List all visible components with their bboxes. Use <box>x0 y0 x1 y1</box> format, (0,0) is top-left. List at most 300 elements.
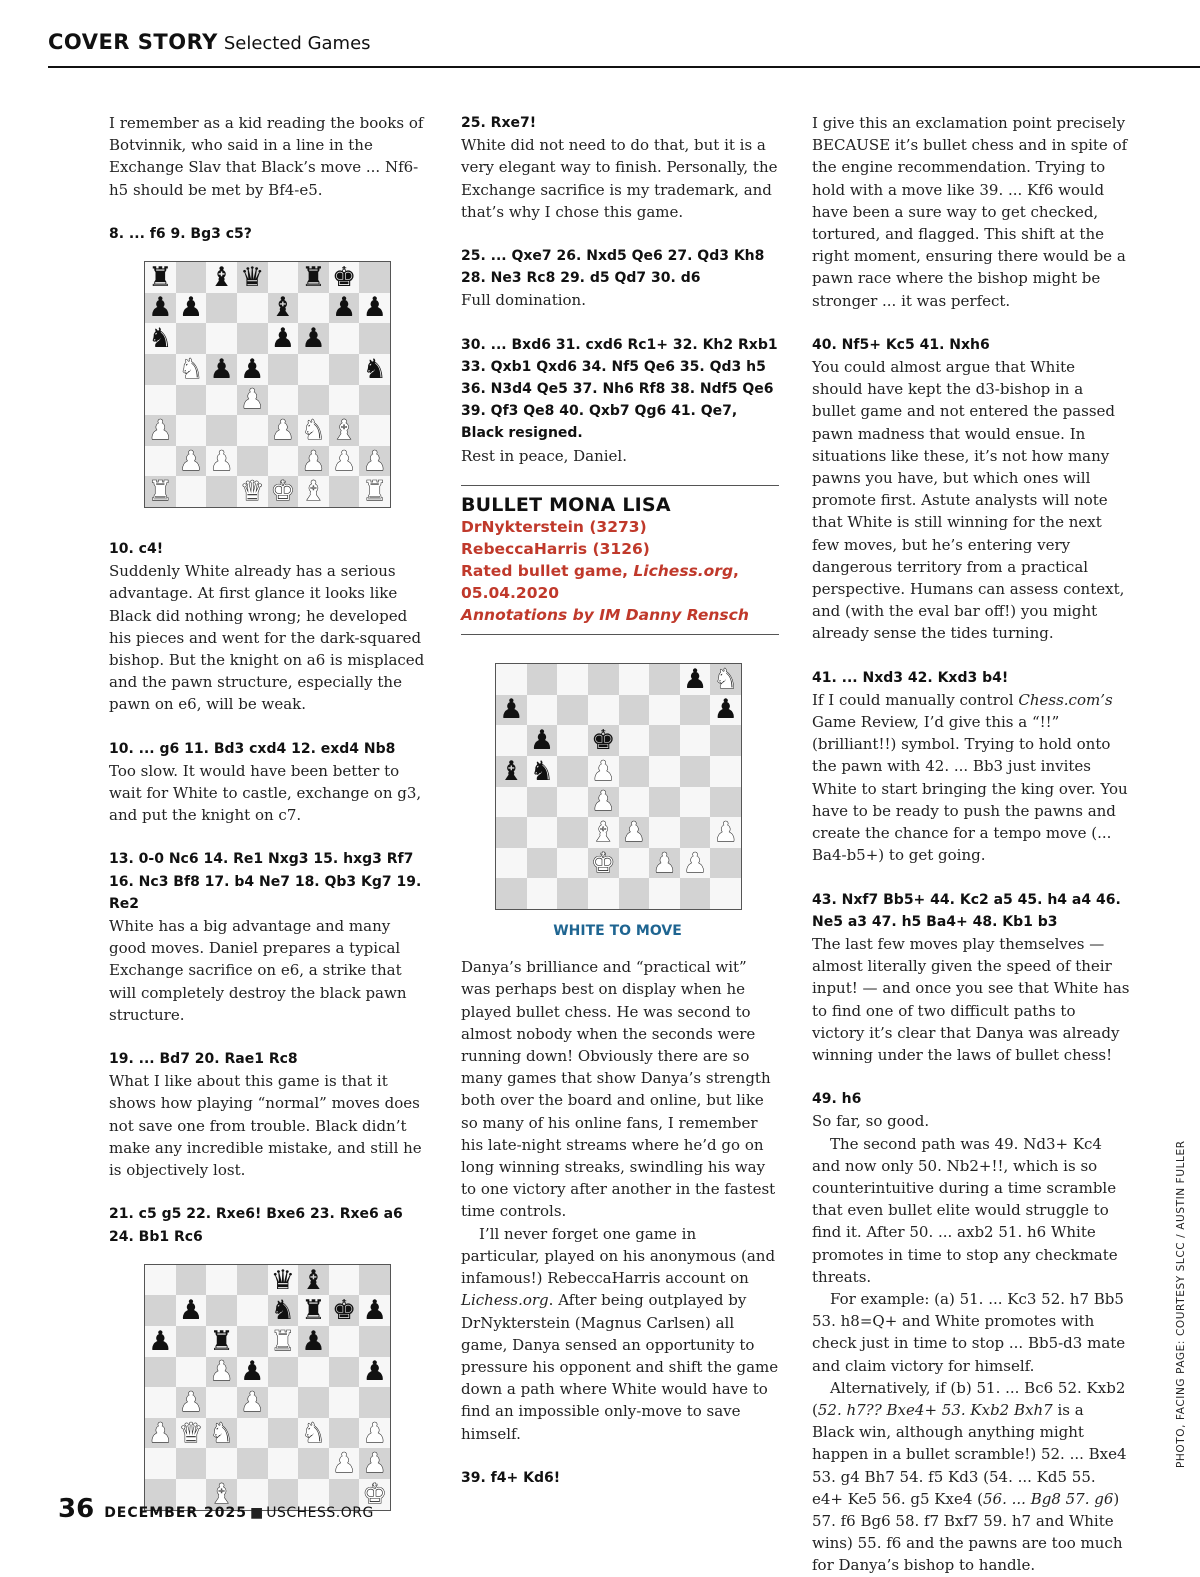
board-square <box>710 848 741 879</box>
white-pawn-icon: ♟ <box>652 847 677 879</box>
move-text: 41. ... Nxd3 42. Kxd3 b4! <box>812 669 1009 686</box>
black-king-icon: ♚ <box>591 725 616 757</box>
black-pawn-icon: ♟ <box>362 1295 387 1327</box>
board-square <box>680 848 711 879</box>
board-square <box>329 354 360 385</box>
board-square <box>268 415 299 446</box>
move-text: 19. ... Bd7 20. Rae1 Rc8 <box>109 1051 298 1068</box>
board-square <box>268 1418 299 1449</box>
board-square <box>329 1295 360 1326</box>
page-footer <box>58 1494 374 1524</box>
board-square <box>176 1418 207 1449</box>
move-text: 13. 0-0 Nc6 14. Re1 Nxg3 15. hxg3 Rf7 16. Nc3 Bf8 17. b4 Ne7 18. Qb3 Kg7 19. Re2 <box>109 851 422 912</box>
board-square <box>557 664 588 695</box>
paragraph: Suddenly White already has a serious advantage. At first glance it looks like Black did nothing wrong; he developed his pieces and went for the dark-squared bishop. But the knight on a6 is misplaced and the pawn structure, especially the pawn on e6, will be weak. <box>109 562 425 714</box>
white-queen-icon: ♛ <box>240 476 265 508</box>
board-square <box>298 293 329 324</box>
white-queen-icon: ♛ <box>178 1417 204 1449</box>
black-bishop-icon: ♝ <box>499 755 524 787</box>
column-2 <box>461 112 779 1489</box>
black-rook-icon: ♜ <box>209 1325 234 1357</box>
board-square <box>176 446 207 477</box>
black-pawn-icon: ♟ <box>240 353 265 385</box>
paragraph: The last few moves play themselves — almost literally given the speed of their input! — and once you see that White has to find one of two difficult paths to victory it’s clear that Danya was already winning under the laws of bullet chess! <box>812 934 1130 1064</box>
board-square <box>496 787 527 818</box>
board-square <box>680 787 711 818</box>
board-square <box>527 817 558 848</box>
move-text: 30. ... Bxd6 31. cxd6 Rc1+ 32. Kh2 Rxb1 33. Qxb1 Qxd6 34. Nf5 Qe6 35. Qd3 h5 36. N3d4 Qe5 37. Nh6 Rf8 38. Ndf5 Qe6 39. Qf3 Qe8 40. Qxb7 Qg6 41. Qe7, Black resigned. <box>461 336 778 442</box>
board-square <box>619 725 650 756</box>
board-square <box>619 664 650 695</box>
chess-diagram-3 <box>495 663 742 910</box>
black-pawn-icon: ♟ <box>240 1356 265 1388</box>
white-bishop-icon: ♝ <box>331 414 357 446</box>
board-square <box>298 476 329 507</box>
board-square <box>496 878 527 909</box>
board-square <box>619 848 650 879</box>
white-knight-icon: ♞ <box>301 1417 326 1449</box>
board-square <box>237 354 268 385</box>
board-square <box>329 1418 360 1449</box>
board-square <box>710 664 741 695</box>
board-square <box>619 787 650 818</box>
page-number: 36 <box>58 1494 95 1524</box>
paragraph: The second path was 49. Nd3+ Kc4 and now only 50. Nb2+!!, which is so counterintuitive during a time scramble that even bullet elite would struggle to find it. After 50. ... axb2 51. h6 White promotes in time to stop any checkmate threats. <box>812 1134 1118 1286</box>
board-square <box>359 446 390 477</box>
white-pawn-icon: ♟ <box>713 816 738 848</box>
text-run: is a Black win, although anything might happen in a bullet scramble!) 52. ... Bxe4 53. g4 Bh7 54. f5 Kd3 (54. ... Kd5 55. e4+ Ke5 56. g5 Kxe4 ( <box>812 1400 1127 1508</box>
board-square <box>680 878 711 909</box>
white-pawn-icon: ♟ <box>331 1448 357 1480</box>
board-square <box>298 1326 329 1357</box>
column-1 <box>109 112 427 1511</box>
white-pawn-icon: ♟ <box>682 847 708 879</box>
board-square <box>588 664 619 695</box>
board-square <box>145 1418 176 1449</box>
site-name: USCHESS.ORG <box>266 1505 374 1521</box>
paragraph: For example: (a) 51. ... Kc3 52. h7 Bb5 53. h8=Q+ and White promotes with check just in time to stop ... Bb5-d3 mate and claim victory for himself. <box>812 1289 1126 1375</box>
board-square <box>329 1357 360 1388</box>
board-square <box>298 1295 329 1326</box>
black-rook-icon: ♜ <box>301 261 326 293</box>
white-pawn-icon: ♟ <box>362 1417 387 1449</box>
board-square <box>237 385 268 416</box>
black-pawn-icon: ♟ <box>301 323 326 355</box>
section-subtitle: Selected Games <box>223 33 371 54</box>
board-square <box>588 848 619 879</box>
move-text: 43. Nxf7 Bb5+ 44. Kc2 a5 45. h4 a4 46. Ne5 a3 47. h5 Ba4+ 48. Kb1 b3 <box>812 891 1121 930</box>
board-square <box>237 323 268 354</box>
board-square <box>145 1448 176 1479</box>
white-rook-icon: ♜ <box>148 476 173 508</box>
board-square <box>329 1448 360 1479</box>
black-pawn-icon: ♟ <box>362 292 387 324</box>
white-bishop-icon: ♝ <box>301 476 326 508</box>
paragraph <box>461 1223 779 1445</box>
board-square <box>588 787 619 818</box>
text-run-italic: Lichess.org <box>461 1291 549 1310</box>
board-square <box>710 725 741 756</box>
board-square <box>527 695 558 726</box>
paragraph: Full domination. <box>461 291 586 310</box>
board-square <box>329 415 360 446</box>
white-pawn-icon: ♟ <box>178 1387 204 1419</box>
paragraph: What I like about this game is that it shows how playing “normal” moves does not save one from trouble. Black didn’t make any incredible mistake, and still he is objectively lost. <box>109 1072 422 1180</box>
board-square <box>527 756 558 787</box>
board-square <box>176 476 207 507</box>
board-square <box>206 1418 237 1449</box>
page-header <box>48 30 1200 68</box>
board-square <box>557 848 588 879</box>
paragraph: So far, so good. <box>812 1112 930 1131</box>
board-square <box>527 848 558 879</box>
board-square <box>649 878 680 909</box>
paragraph: I remember as a kid reading the books of Botvinnik, who said in a line in the Exchange Slav that Black’s move ... Nf6-h5 should be met by Bf4-e5. <box>109 114 424 199</box>
white-bishop-icon: ♝ <box>591 816 616 848</box>
board-square <box>237 1418 268 1449</box>
board-square <box>268 262 299 293</box>
board-square <box>176 415 207 446</box>
board-square <box>557 878 588 909</box>
white-knight-icon: ♞ <box>178 353 204 385</box>
board-square <box>496 756 527 787</box>
board-square <box>298 415 329 446</box>
column-3 <box>812 112 1130 1577</box>
board-square <box>710 756 741 787</box>
white-rook-icon: ♜ <box>270 1325 295 1357</box>
white-knight-icon: ♞ <box>209 1417 234 1449</box>
white-pawn-icon: ♟ <box>240 1387 265 1419</box>
paragraph: White did not need to do that, but it is a very elegant way to finish. Personally, the Exchange sacrifice is my trademark, and that’s why I chose this game. <box>461 136 778 221</box>
white-rook-icon: ♜ <box>362 476 387 508</box>
board-square <box>329 385 360 416</box>
white-pawn-icon: ♟ <box>209 1356 234 1388</box>
white-pawn-icon: ♟ <box>362 1448 387 1480</box>
board-square <box>206 385 237 416</box>
move-text: 10. ... g6 11. Bd3 cxd4 12. exd4 Nb8 <box>109 740 396 757</box>
black-queen-icon: ♛ <box>270 1264 295 1296</box>
paragraph: Too slow. It would have been better to wait for White to castle, exchange on g3, and put the knight on c7. <box>109 761 422 825</box>
board-square <box>329 1265 360 1296</box>
board-square <box>206 1357 237 1388</box>
board-square <box>649 756 680 787</box>
white-pawn-icon: ♟ <box>148 1417 173 1449</box>
diagram-caption: WHITE TO MOVE <box>553 923 682 940</box>
paragraph: White has a big advantage and many good moves. Daniel prepares a typical Exchange sacrifice on e6, a strike that will completely destroy the black pawn structure. <box>109 917 407 1024</box>
white-pawn-icon: ♟ <box>148 414 173 446</box>
board-square <box>268 1387 299 1418</box>
move-text: 39. f4+ Kd6! <box>461 1469 561 1486</box>
black-king-icon: ♚ <box>331 261 357 293</box>
white-pawn-icon: ♟ <box>591 786 616 818</box>
board-square <box>298 1418 329 1449</box>
black-player: RebeccaHarris (3126) <box>461 540 650 559</box>
board-square <box>359 385 390 416</box>
board-square <box>298 1357 329 1388</box>
white-bishop-icon: ♝ <box>209 1478 234 1510</box>
chess-diagram-2 <box>144 1264 391 1511</box>
square-bullet-icon: ■ <box>250 1505 264 1521</box>
board-square <box>206 354 237 385</box>
board-square <box>588 725 619 756</box>
board-square <box>710 695 741 726</box>
white-pawn-icon: ♟ <box>240 384 265 416</box>
board-square <box>359 1448 390 1479</box>
white-pawn-icon: ♟ <box>362 445 387 477</box>
board-square <box>206 415 237 446</box>
move-text: 21. c5 g5 22. Rxe6! Bxe6 23. Rxe6 a6 24. Bb1 Rc6 <box>109 1206 403 1245</box>
board-square <box>206 1295 237 1326</box>
board-square <box>237 476 268 507</box>
board-square <box>496 817 527 848</box>
board-square <box>329 323 360 354</box>
text-run: Alternatively, if (b) 51. ... Bc6 52. Kxb2 ( <box>812 1378 1126 1419</box>
issue-date: DECEMBER 2025 <box>104 1505 247 1521</box>
move-text: 10. c4! <box>109 541 164 558</box>
board-square <box>298 323 329 354</box>
move-text: 25. ... Qxe7 26. Nxd5 Qe6 27. Qd3 Kh8 28. Ne3 Rc8 29. d5 Qd7 30. d6 <box>461 248 765 287</box>
board-square <box>588 878 619 909</box>
board-square <box>145 354 176 385</box>
black-knight-icon: ♞ <box>362 353 387 385</box>
board-square <box>619 756 650 787</box>
board-square <box>557 787 588 818</box>
white-knight-icon: ♞ <box>301 414 326 446</box>
move-text: 8. ... f6 9. Bg3 c5? <box>109 225 252 242</box>
black-pawn-icon: ♟ <box>270 323 295 355</box>
board-square <box>649 817 680 848</box>
black-pawn-icon: ♟ <box>682 663 708 695</box>
board-square <box>237 446 268 477</box>
board-square <box>298 354 329 385</box>
paragraph <box>812 1377 1130 1577</box>
board-square <box>619 817 650 848</box>
text-run: ) 57. f6 Bg6 58. f7 Bxf7 59. h7 and White wins) 55. f6 and the pawns are too much for Danya’s bishop to handle. <box>812 1489 1123 1575</box>
black-pawn-icon: ♟ <box>362 1356 387 1388</box>
white-king-icon: ♚ <box>270 476 295 508</box>
text-run: I’ll never forget one game in particular, played on his anonymous (and infamous!) RebeccaHarris account on <box>461 1224 776 1288</box>
section-label: COVER STORY <box>48 30 218 54</box>
board-square <box>237 1387 268 1418</box>
board-square <box>268 1295 299 1326</box>
board-square <box>145 1326 176 1357</box>
board-square <box>496 695 527 726</box>
board-square <box>329 293 360 324</box>
black-knight-icon: ♞ <box>270 1295 295 1327</box>
board-square <box>329 1387 360 1418</box>
board-square <box>527 878 558 909</box>
white-pawn-icon: ♟ <box>270 414 295 446</box>
board-square <box>557 817 588 848</box>
board-square <box>145 1295 176 1326</box>
white-king-icon: ♚ <box>362 1478 387 1510</box>
board-square <box>176 323 207 354</box>
black-king-icon: ♚ <box>331 1295 357 1327</box>
paragraph: Danya’s brilliance and “practical wit” was perhaps best on display when he played bullet chess. He was second to almost nobody when the seconds were running down! Obviously there are so many games that show Danya’s strength both over the board and online, but like so many of his online fans, I remember his late-night streams where he’d go on long winning streaks, swindling his way to one victory after another in the fastest time controls. <box>461 958 776 1221</box>
board-square <box>680 725 711 756</box>
board-square <box>359 415 390 446</box>
board-square <box>329 1326 360 1357</box>
board-square <box>359 1326 390 1357</box>
board-square <box>359 293 390 324</box>
white-pawn-icon: ♟ <box>209 445 234 477</box>
board-square <box>527 725 558 756</box>
board-square <box>557 756 588 787</box>
board-square <box>649 695 680 726</box>
board-square <box>206 1448 237 1479</box>
board-square <box>359 1418 390 1449</box>
board-square <box>710 787 741 818</box>
board-square <box>268 1326 299 1357</box>
board-square <box>206 1265 237 1296</box>
board-square <box>298 385 329 416</box>
black-pawn-icon: ♟ <box>209 353 234 385</box>
board-square <box>496 848 527 879</box>
board-square <box>145 1357 176 1388</box>
board-square <box>237 293 268 324</box>
white-pawn-icon: ♟ <box>331 445 357 477</box>
board-square <box>268 354 299 385</box>
board-square <box>237 1295 268 1326</box>
board-square <box>237 1326 268 1357</box>
white-knight-icon: ♞ <box>713 663 738 695</box>
board-square <box>145 476 176 507</box>
black-bishop-icon: ♝ <box>209 261 234 293</box>
paragraph: Rest in peace, Daniel. <box>461 446 627 465</box>
board-square <box>359 1357 390 1388</box>
black-pawn-icon: ♟ <box>713 694 738 726</box>
board-square <box>359 1295 390 1326</box>
board-square <box>649 787 680 818</box>
paragraph: I give this an exclamation point precisely BECAUSE it’s bullet chess and in spite of the engine recommendation. Trying to hold with a move like 39. ... Kf6 would have been a sure way to get checked, tortured, and flagged. This shift at the right moment, ensuring there would be a pawn race where the bishop might be stronger ... it was perfect. <box>812 114 1128 310</box>
board-square <box>268 385 299 416</box>
text-run-italic: 56. ... Bg8 57. g6 <box>983 1489 1114 1508</box>
board-square <box>176 354 207 385</box>
board-square <box>588 756 619 787</box>
board-square <box>619 695 650 726</box>
board-square <box>680 817 711 848</box>
board-square <box>237 1357 268 1388</box>
move-text: 40. Nf5+ Kc5 41. Nxh6 <box>812 336 990 353</box>
board-square <box>680 664 711 695</box>
event-site: Lichess.org <box>633 562 734 581</box>
board-square <box>237 262 268 293</box>
move-text: 49. h6 <box>812 1091 862 1108</box>
board-square <box>298 1387 329 1418</box>
board-square <box>176 262 207 293</box>
board-square <box>176 1357 207 1388</box>
board-square <box>145 323 176 354</box>
black-pawn-icon: ♟ <box>178 292 204 324</box>
board-square <box>359 354 390 385</box>
board-square <box>237 1448 268 1479</box>
board-square <box>268 446 299 477</box>
board-square <box>176 1448 207 1479</box>
board-square <box>588 817 619 848</box>
board-square <box>359 323 390 354</box>
board-square <box>268 1448 299 1479</box>
black-knight-icon: ♞ <box>148 323 173 355</box>
board-square <box>649 725 680 756</box>
annotator: Annotations by IM Danny Rensch <box>461 606 749 625</box>
board-square <box>176 1265 207 1296</box>
board-square <box>206 262 237 293</box>
black-bishop-icon: ♝ <box>270 292 295 324</box>
board-square <box>359 1265 390 1296</box>
board-square <box>206 323 237 354</box>
board-square <box>527 787 558 818</box>
board-square <box>329 262 360 293</box>
event-punct: , <box>733 562 739 581</box>
board-square <box>359 476 390 507</box>
board-square <box>359 262 390 293</box>
board-square <box>145 1265 176 1296</box>
white-king-icon: ♚ <box>591 847 616 879</box>
photo-credit: PHOTO, FACING PAGE: COURTESY SLCC / AUSTIN FULLER <box>1175 1140 1187 1468</box>
board-square <box>145 293 176 324</box>
board-square <box>145 385 176 416</box>
board-square <box>298 1265 329 1296</box>
board-square <box>145 446 176 477</box>
white-pawn-icon: ♟ <box>591 755 616 787</box>
board-square <box>176 1326 207 1357</box>
black-pawn-icon: ♟ <box>301 1325 326 1357</box>
board-square <box>496 725 527 756</box>
board-square <box>329 446 360 477</box>
board-square <box>298 446 329 477</box>
board-square <box>268 323 299 354</box>
black-bishop-icon: ♝ <box>301 1264 326 1296</box>
board-square <box>206 1387 237 1418</box>
board-square <box>710 817 741 848</box>
board-square <box>680 756 711 787</box>
event-label: Rated bullet game, <box>461 562 634 581</box>
board-square <box>206 1326 237 1357</box>
event-line <box>461 560 779 582</box>
black-pawn-icon: ♟ <box>331 292 357 324</box>
board-square <box>680 695 711 726</box>
board-square <box>359 1387 390 1418</box>
white-player: DrNykterstein (3273) <box>461 518 647 537</box>
black-pawn-icon: ♟ <box>148 1325 173 1357</box>
white-pawn-icon: ♟ <box>301 445 326 477</box>
board-square <box>527 664 558 695</box>
paragraph: You could almost argue that White should have kept the d3-bishop in a bullet game and not entered the passed pawn madness that would ensue. In situations like these, it’s not how many pawns you have, but which ones will promote first. Astute analysts will note that White is still winning for the next few moves, but he’s entering very dangerous territory from a practical perspective. Humans can assess context, and (with the eval bar off!) you might already sense the tides turning. <box>812 358 1125 643</box>
board-square <box>588 695 619 726</box>
game-title: BULLET MONA LISA <box>461 493 671 516</box>
board-square <box>710 878 741 909</box>
board-square <box>176 1295 207 1326</box>
text-run: Game Review, I’d give this a “!!” (brilliant!!) symbol. Trying to hold onto the pawn with 42. ... Bb3 just invites White to start bringing the king over. You have to be ready to push the pawns and create the chance for a tempo move (... Ba4-b5+) to get going. <box>812 713 1128 865</box>
white-pawn-icon: ♟ <box>621 816 646 848</box>
text-run-italic: Chess.com’s <box>1018 690 1113 709</box>
board-square <box>557 725 588 756</box>
chess-diagram-1 <box>144 261 391 508</box>
board-square <box>649 664 680 695</box>
board-square <box>145 1387 176 1418</box>
text-run-italic: 52. h7?? Bxe4+ 53. Kxb2 Bxh7 <box>817 1400 1053 1419</box>
board-square <box>206 446 237 477</box>
board-square <box>329 476 360 507</box>
board-square <box>268 1357 299 1388</box>
paragraph <box>812 689 1130 867</box>
game-date: 05.04.2020 <box>461 584 560 603</box>
board-square <box>206 476 237 507</box>
board-square <box>145 415 176 446</box>
board-square <box>496 664 527 695</box>
board-square <box>557 695 588 726</box>
board-square <box>268 476 299 507</box>
